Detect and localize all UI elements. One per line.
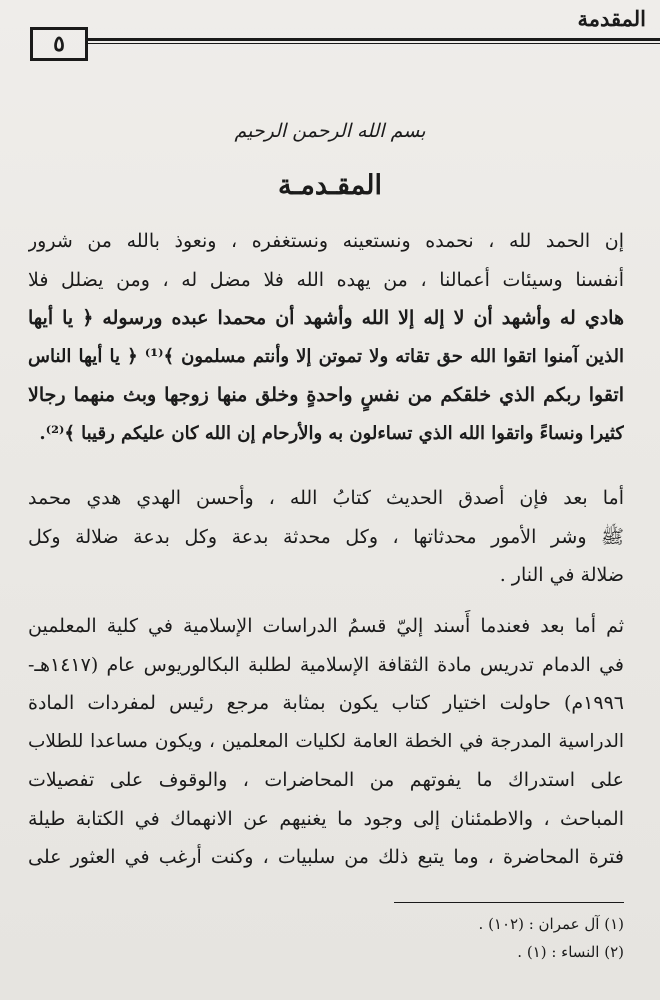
text-line: في الدمام تدريس مادة الثقافة الإسلامية لطلبة البكالوريوس عام (١٤١٧هـ-	[28, 653, 624, 676]
text-line: على استدراك ما يفوتهم من المحاضرات ، والوقوف على تفصيلات	[28, 769, 624, 791]
header-rule-thin	[88, 43, 660, 44]
page-number: ٥	[30, 27, 88, 61]
text-line: ضلالة في النار .	[499, 564, 624, 586]
footnote-separator	[394, 902, 624, 903]
chapter-heading: المقـدمـة	[278, 170, 382, 201]
text-line: ١٩٩٦م) حاولت اختيار كتاب يكون بمثابة مرجع رئيس لمفردات المادة	[28, 692, 624, 714]
text-line: أما بعد فإن أصدق الحديث كتابُ الله ، وأحسن الهدي هدي محمد	[28, 487, 624, 509]
paragraph-2	[28, 479, 624, 595]
header-rule	[88, 38, 660, 41]
basmala: بسم الله الرحمن الرحيم	[234, 120, 426, 142]
text-line: هادي له وأشهد أن لا إله إلا الله وأشهد أن محمدا عبده ورسوله ﴿ يا أيها	[28, 307, 624, 329]
text-line: ثم أما بعد فعندما أَسند إليّ قسمُ الدراسات الإسلامية في كلية المعلمين	[28, 615, 624, 637]
running-title: المقدمة	[577, 6, 646, 31]
text-line: كثيرا ونساءً واتقوا الله الذي تساءلون به والأرحام إن الله كان عليكم رقيبا ﴾⁽²⁾.	[39, 422, 624, 444]
text-line: أنفسنا وسيئات أعمالنا ، من يهده الله فلا مضل له ، ومن يضلل فلا	[28, 268, 624, 291]
footnote-1: (١) آل عمران : (١٠٢) .	[478, 915, 624, 933]
text-line: إن الحمد لله ، نحمده ونستعينه ونستغفره ، ونعوذ بالله من شرور	[28, 230, 624, 252]
text-line: اتقوا ربكم الذي خلقكم من نفسٍ واحدةٍ وخلق منها زوجها وبث منهما رجالا	[28, 384, 624, 406]
paragraph-1	[28, 222, 624, 453]
text-line: ﷺ وشر الأمور محدثاتها ، وكل محدثة بدعة وكل بدعة ضلالة وكل	[28, 525, 624, 548]
text-line: فترة المحاضرة ، وما يتبع ذلك من سلبيات ، وكنت أرغب في العثور على	[28, 846, 624, 868]
footnote-2: (٢) النساء : (١) .	[517, 943, 624, 961]
footnotes	[28, 910, 624, 966]
text-line: الذين آمنوا اتقوا الله حق تقاته ولا تموتن إلا وأنتم مسلمون ﴾⁽¹⁾ ﴿ يا أيها الناس	[28, 345, 624, 367]
paragraph-3	[28, 607, 624, 877]
text-line: الدراسية المدرجة في الخطة العامة لكليات المعلمين ، ويكون مساعدا للطلاب	[28, 730, 624, 752]
text-line: المباحث ، والاطمئنان إلى وجود ما يغنيهم عن الانهماك في الكتابة طيلة	[28, 807, 624, 830]
